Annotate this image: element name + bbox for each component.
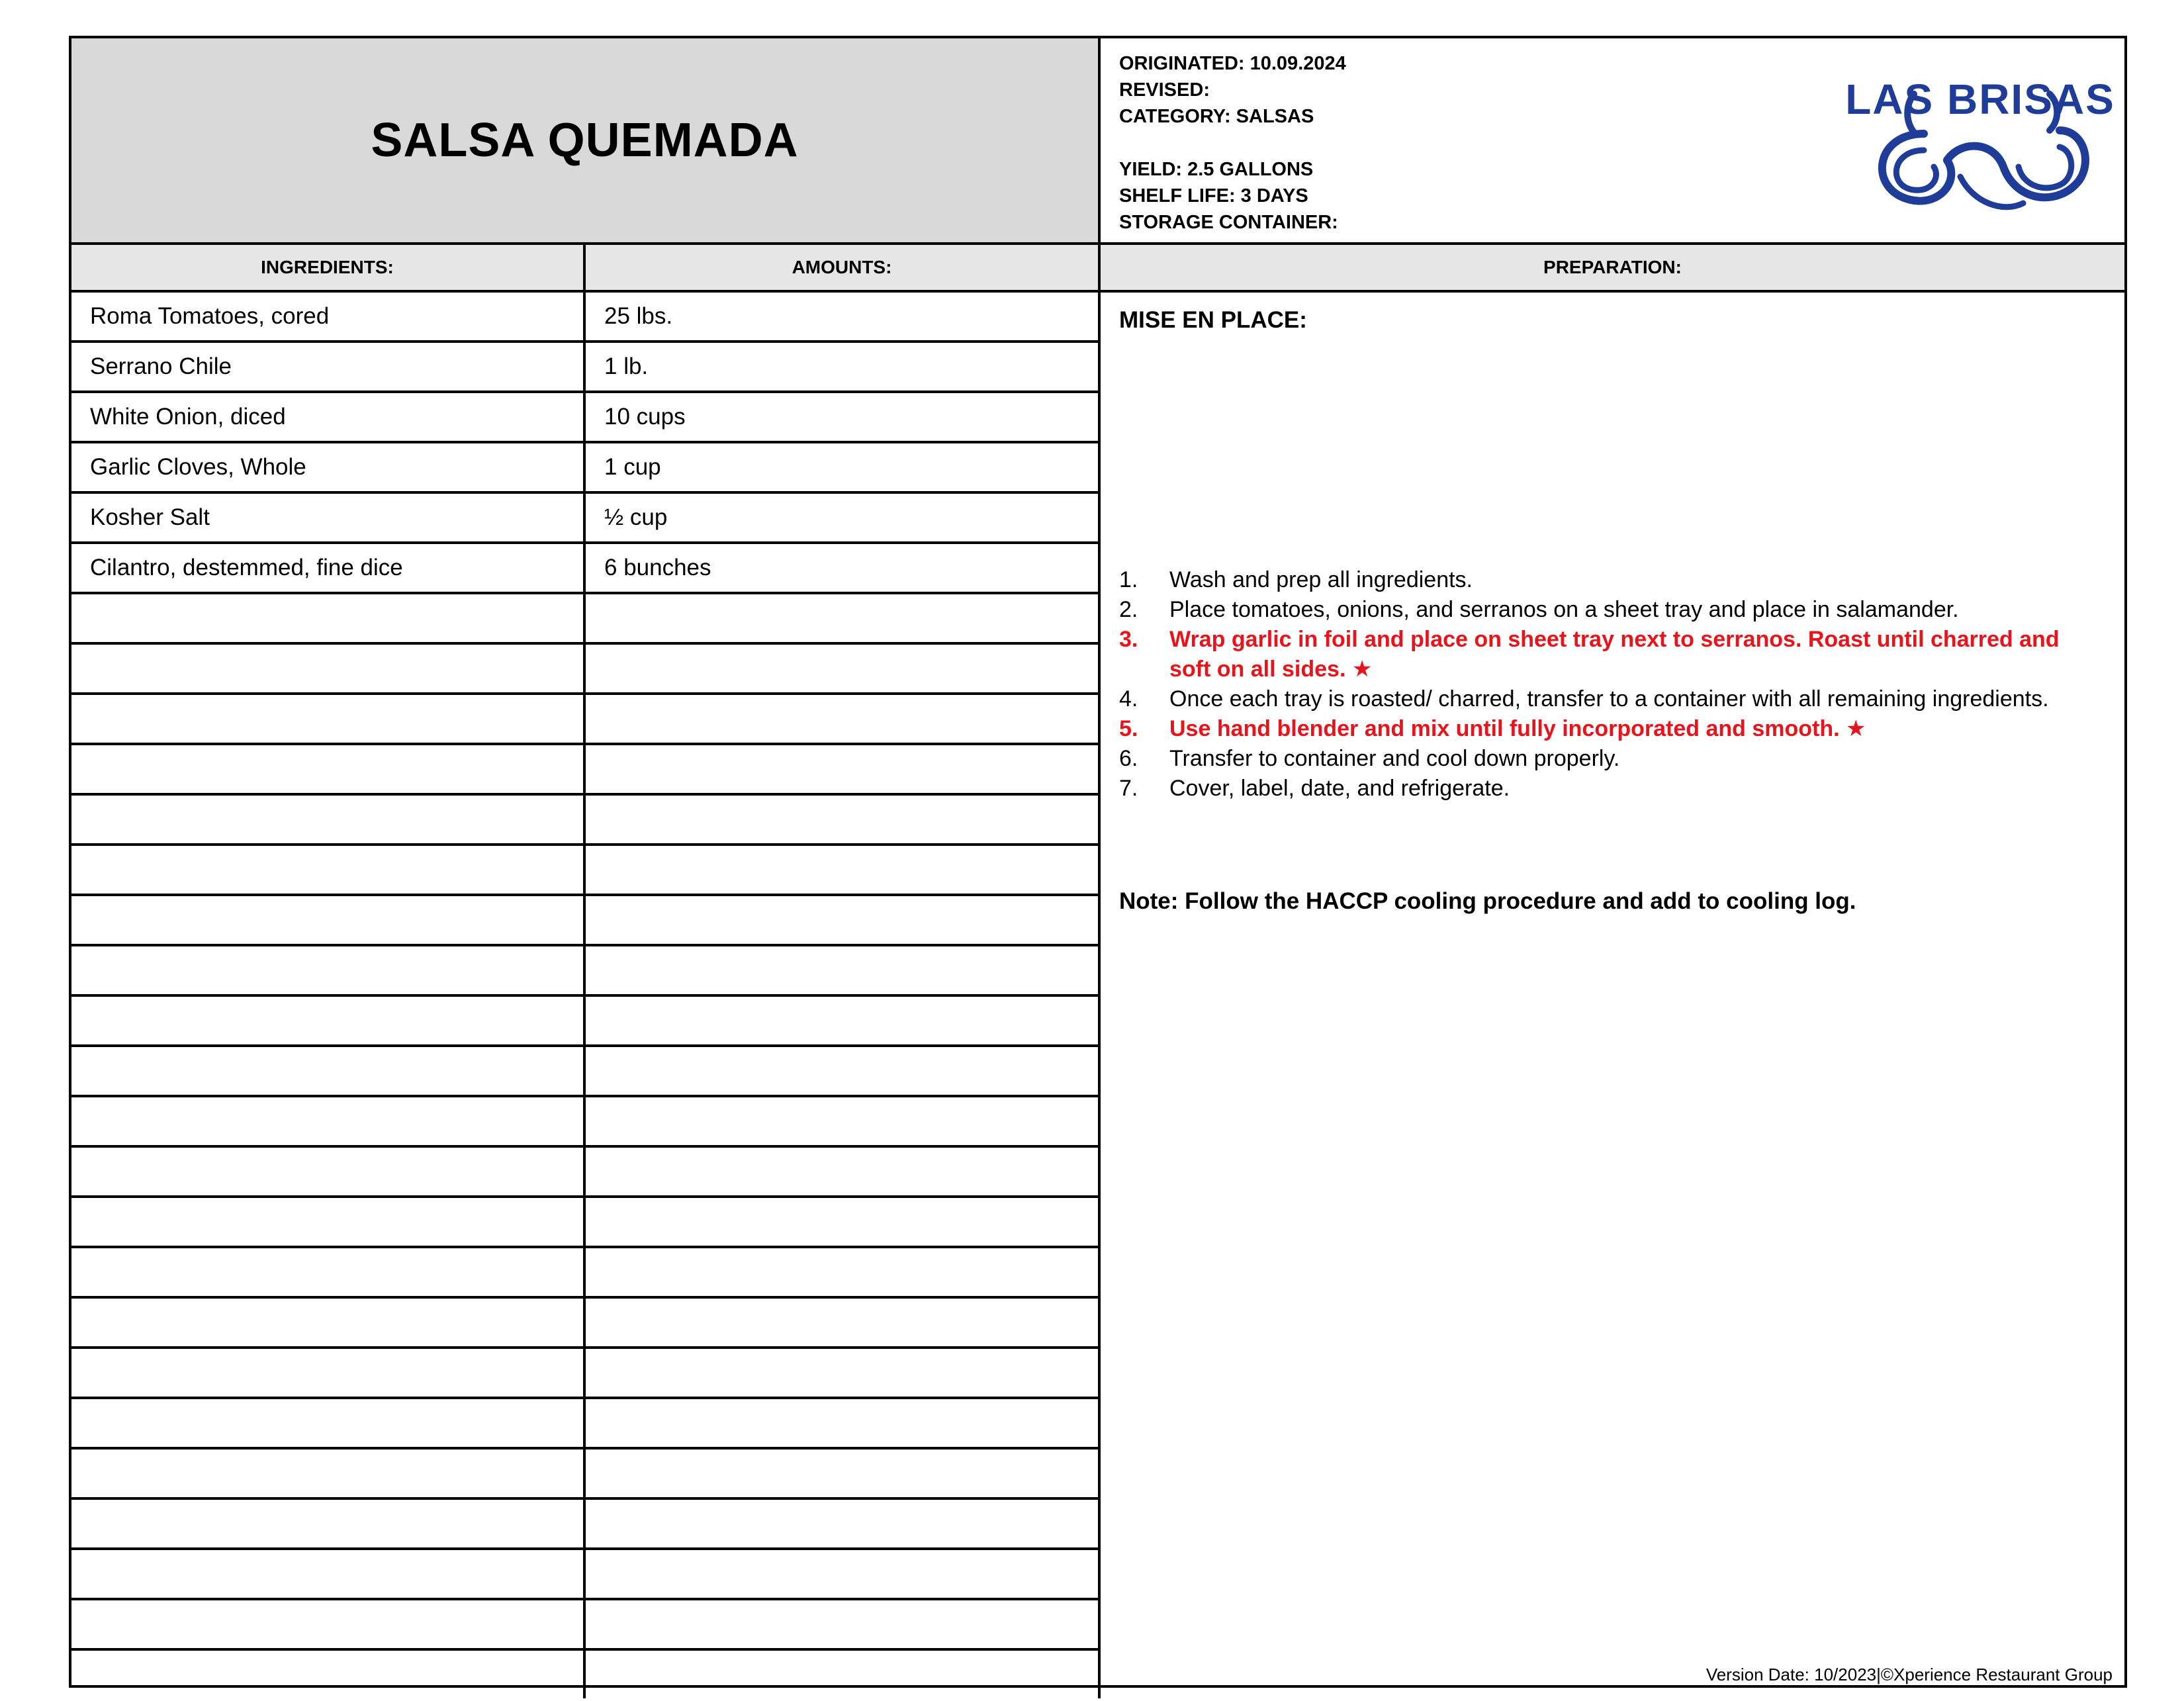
preparation-step (1119, 625, 2099, 684)
ingredient-name (71, 1047, 586, 1095)
ingredient-amount (586, 846, 1101, 894)
ingredient-name (71, 1500, 586, 1547)
step-number: 7. (1119, 776, 1138, 801)
ingredient-amount (586, 594, 1101, 642)
ingredient-name (71, 1198, 586, 1246)
ingredient-name (71, 796, 586, 843)
ingredient-amount (586, 896, 1101, 944)
ingredient-name (71, 896, 586, 944)
table-row (71, 393, 1101, 443)
ingredient-amount: 25 lbs. (586, 293, 1101, 340)
table-row (71, 343, 1101, 393)
table-row (71, 796, 1101, 846)
ingredient-name (71, 1097, 586, 1145)
ingredient-amount (586, 1248, 1101, 1296)
column-header-preparation: PREPARATION: (1101, 245, 2124, 293)
ingredient-name (71, 645, 586, 692)
step-text: Wrap garlic in foil and place on sheet tray next to serranos. Roast until charred and soft on all sides. ★ (1169, 627, 2060, 682)
table-row (71, 846, 1101, 896)
ingredient-name (71, 997, 586, 1044)
ingredient-amount (586, 1198, 1101, 1246)
table-row (71, 1047, 1101, 1097)
ingredient-amount (586, 695, 1101, 743)
table-row (71, 1148, 1101, 1198)
category: CATEGORY: SALSAS (1119, 106, 1314, 127)
ingredient-amount (586, 1651, 1101, 1698)
table-row (71, 1600, 1101, 1651)
table-row (71, 1399, 1101, 1449)
column-header-amounts: AMOUNTS: (586, 245, 1101, 293)
ingredient-name (71, 1600, 586, 1648)
ingredient-name (71, 1349, 586, 1397)
table-row (71, 745, 1101, 796)
ingredient-name: Roma Tomatoes, cored (71, 293, 586, 340)
ingredient-amount (586, 1047, 1101, 1095)
ingredient-amount (586, 796, 1101, 843)
ingredient-name (71, 1248, 586, 1296)
las-brisas-logo (1845, 68, 2115, 240)
ingredient-name (71, 1449, 586, 1497)
ingredient-name: Garlic Cloves, Whole (71, 443, 586, 491)
ingredient-amount (586, 946, 1101, 994)
ingredient-amount (586, 1097, 1101, 1145)
step-number: 6. (1119, 746, 1138, 771)
preparation-step (1119, 595, 2099, 625)
shelf-life: SHELF LIFE: 3 DAYS (1119, 185, 1308, 207)
step-number: 4. (1119, 686, 1138, 712)
step-number: 1. (1119, 567, 1138, 592)
table-row (71, 1550, 1101, 1600)
table-row (71, 594, 1101, 645)
table-row (71, 1651, 1101, 1701)
recipe-meta (1101, 38, 2124, 245)
step-text: Once each tray is roasted/ charred, transfer to a container with all remaining ingredients. (1169, 686, 2049, 712)
preparation-step (1119, 684, 2099, 714)
ingredient-amount: 1 lb. (586, 343, 1101, 391)
ingredient-name: White Onion, diced (71, 393, 586, 441)
ingredient-name: Cilantro, destemmed, fine dice (71, 544, 586, 592)
ingredient-amount: 1 cup (586, 443, 1101, 491)
ingredient-name (71, 1399, 586, 1447)
table-row (71, 1248, 1101, 1299)
ingredient-name: Serrano Chile (71, 343, 586, 391)
recipe-card (69, 36, 2127, 1688)
step-number: 3. (1119, 627, 1138, 652)
ingredient-amount (586, 1349, 1101, 1397)
ingredient-name (71, 1651, 586, 1698)
table-row (71, 1449, 1101, 1500)
ingredient-name (71, 695, 586, 743)
table-row (71, 645, 1101, 695)
preparation-steps (1119, 565, 2099, 804)
ingredient-amount: 10 cups (586, 393, 1101, 441)
ingredient-amount (586, 1449, 1101, 1497)
ingredient-name: Kosher Salt (71, 494, 586, 541)
mise-en-place-heading: MISE EN PLACE: (1119, 307, 1307, 333)
table-row (71, 695, 1101, 745)
table-row (71, 443, 1101, 494)
step-text: Use hand blender and mix until fully incorporated and smooth. ★ (1169, 716, 1866, 741)
ingredient-amount (586, 1550, 1101, 1598)
ingredient-name (71, 1299, 586, 1346)
table-row (71, 1198, 1101, 1248)
ingredient-amount (586, 1299, 1101, 1346)
ingredient-name (71, 745, 586, 793)
step-number: 2. (1119, 597, 1138, 622)
table-row (71, 946, 1101, 997)
table-row (71, 293, 1101, 343)
table-row (71, 1299, 1101, 1349)
table-row (71, 896, 1101, 946)
ingredient-name (71, 846, 586, 894)
table-row (71, 997, 1101, 1047)
table-row (71, 544, 1101, 594)
preparation-step (1119, 744, 2099, 774)
ingredient-name (71, 594, 586, 642)
logo-wordmark: LAS BRISAS (1845, 75, 2115, 123)
recipe-title: SALSA QUEMADA (371, 114, 799, 167)
originated-date: ORIGINATED: 10.09.2024 (1119, 53, 1346, 74)
ingredient-amount (586, 645, 1101, 692)
ingredient-amount (586, 1600, 1101, 1648)
preparation-area (1101, 293, 2124, 1685)
column-header-ingredients: INGREDIENTS: (71, 245, 586, 293)
ingredient-amount (586, 1399, 1101, 1447)
version-footer: Version Date: 10/2023|©Xperience Restaurant Group (1706, 1665, 2113, 1684)
step-text: Cover, label, date, and refrigerate. (1169, 776, 1510, 801)
preparation-step (1119, 714, 2099, 744)
haccp-note: Note: Follow the HACCP cooling procedure and add to cooling log. (1119, 888, 1856, 914)
ingredients-table (71, 293, 1101, 1701)
table-row (71, 1097, 1101, 1148)
title-cell (71, 38, 1101, 245)
ingredient-amount: 6 bunches (586, 544, 1101, 592)
ingredient-amount (586, 1148, 1101, 1195)
yield: YIELD: 2.5 GALLONS (1119, 159, 1314, 180)
ingredient-name (71, 1550, 586, 1598)
ingredient-amount (586, 1500, 1101, 1547)
table-row (71, 1349, 1101, 1399)
ingredient-name (71, 946, 586, 994)
ingredient-amount (586, 997, 1101, 1044)
step-number: 5. (1119, 716, 1138, 741)
step-text: Wash and prep all ingredients. (1169, 567, 1473, 592)
step-text: Place tomatoes, onions, and serranos on a sheet tray and place in salamander. (1169, 597, 1959, 622)
revised-date: REVISED: (1119, 79, 1210, 101)
ingredient-amount (586, 745, 1101, 793)
storage-container: STORAGE CONTAINER: (1119, 212, 1338, 233)
ingredient-name (71, 1148, 586, 1195)
table-row (71, 494, 1101, 544)
ingredient-amount: ½ cup (586, 494, 1101, 541)
table-row (71, 1500, 1101, 1550)
step-text: Transfer to container and cool down properly. (1169, 746, 1620, 771)
preparation-step (1119, 774, 2099, 804)
preparation-step (1119, 565, 2099, 595)
